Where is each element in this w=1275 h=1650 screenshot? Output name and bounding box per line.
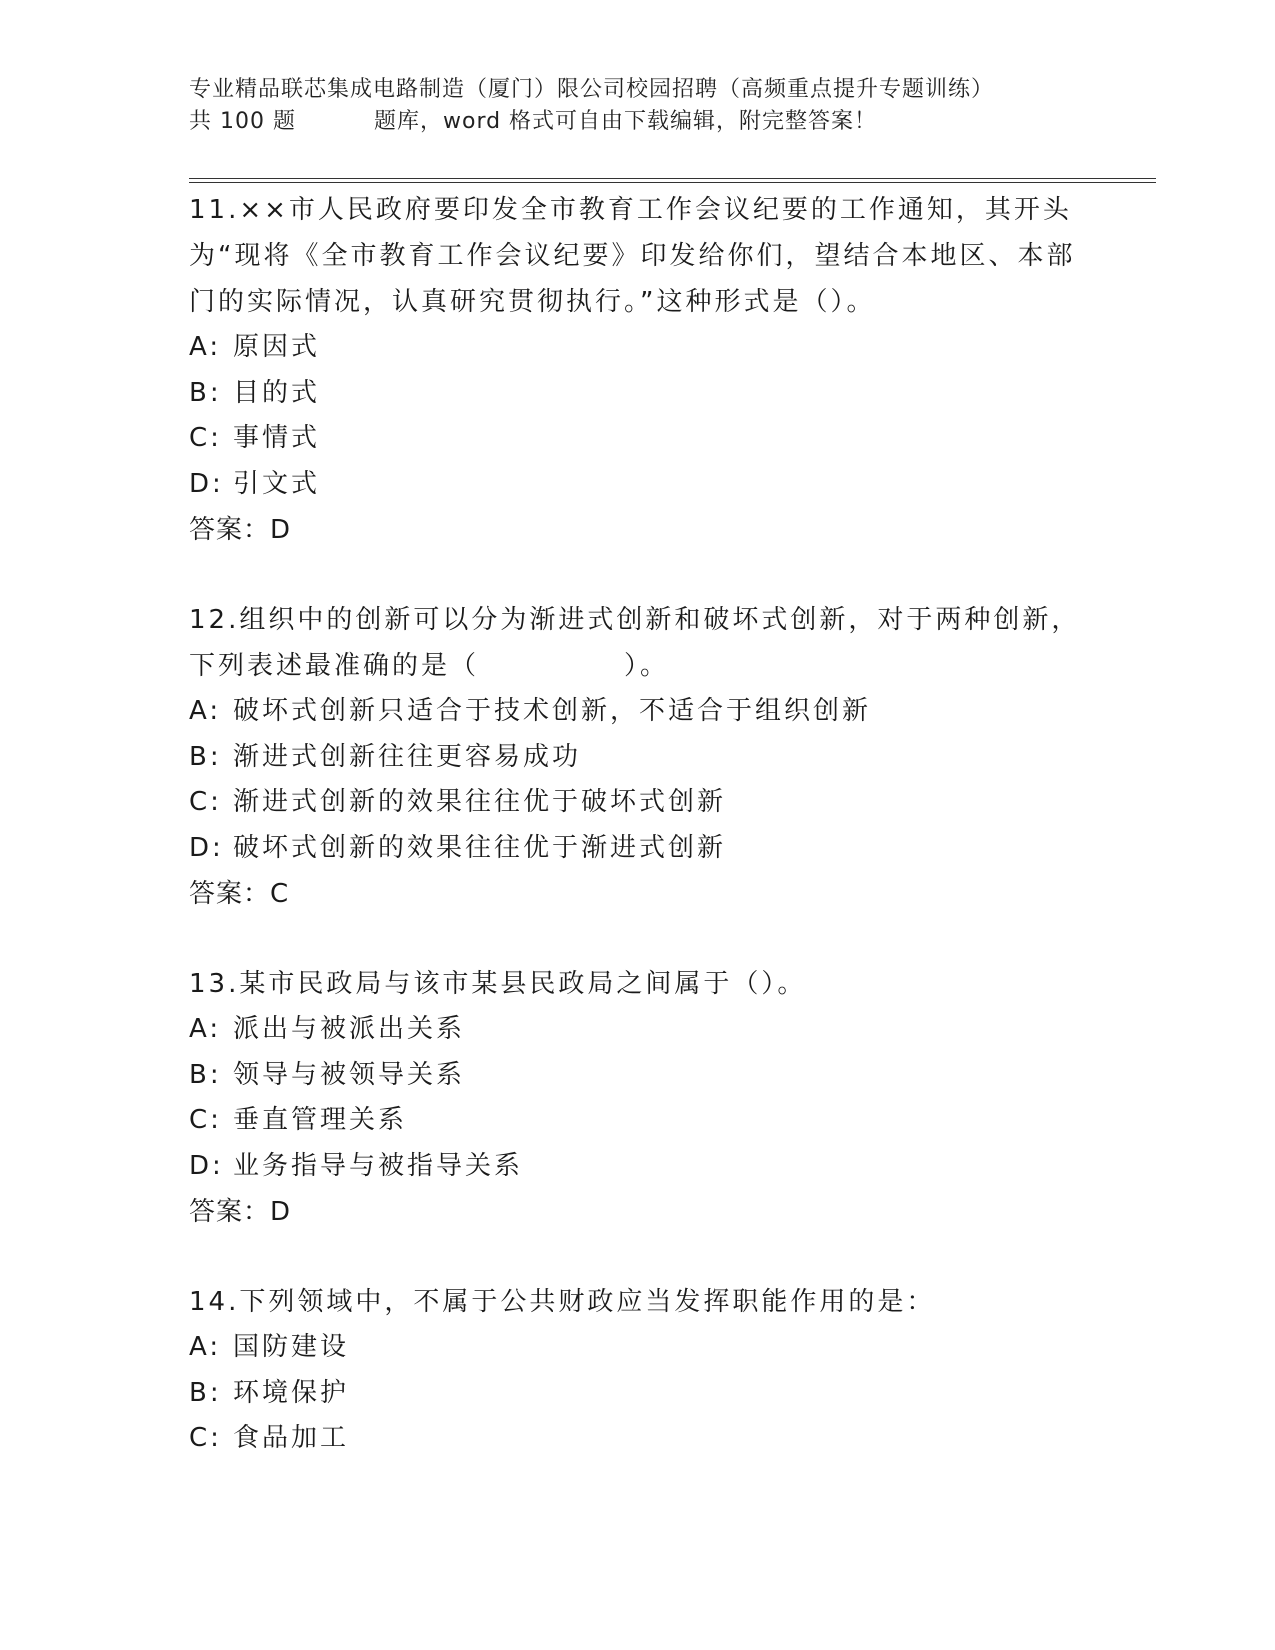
option-text: 原因式 [233,332,321,362]
option-text: 渐进式创新的效果往往优于破坏式创新 [233,787,727,817]
answer-text: 答案：D [189,515,292,545]
option-letter: A: [189,332,222,362]
question-text: 13.某市民政局与该市某县民政局之间属于（）。 [189,969,807,999]
header-description: 题库，word 格式可自由下载编辑，附完整答案！ [373,109,878,134]
option-a [189,1325,1089,1371]
option-letter: D: [189,1150,224,1181]
question-text: 12.组织中的创新可以分为渐进式创新和破坏式创新，对于两种创新，下列表述最准确的是（ ）。 [189,605,1081,681]
question-list [189,187,1089,1506]
option-letter: B: [189,377,222,408]
option-text: 派出与被派出关系 [233,1014,466,1044]
option-b [189,735,1089,781]
option-text: 食品加工 [233,1423,350,1453]
header-question-count: 共 100 题 [189,109,296,134]
option-b [189,371,1089,417]
option-letter: B: [189,741,222,772]
page-header [189,74,1109,138]
option-text: 破坏式创新只适合于技术创新，不适合于组织创新 [233,696,872,726]
question-13 [189,961,1089,1235]
option-c [189,1416,1089,1462]
option-b [189,1371,1089,1417]
header-rule-bottom [189,182,1156,183]
question-14 [189,1279,1089,1462]
option-text: 垂直管理关系 [233,1105,408,1135]
option-text: 引文式 [233,468,321,499]
answer-text: 答案：C [189,879,290,909]
option-letter: A: [189,696,222,726]
option-text: 破坏式创新的效果往往优于渐进式创新 [233,832,727,863]
option-letter: C: [189,423,222,453]
option-c [189,416,1089,462]
option-letter: A: [189,1014,222,1044]
option-d [189,1144,1089,1190]
option-letter: B: [189,1059,222,1090]
question-12 [189,597,1089,917]
option-d [189,462,1089,508]
option-text: 目的式 [233,377,321,408]
header-rule-top [189,178,1156,179]
option-a [189,1007,1089,1053]
option-text: 领导与被领导关系 [233,1059,466,1090]
option-text: 业务指导与被指导关系 [233,1150,524,1181]
answer-text: 答案：D [189,1197,292,1227]
question-text: 14.下列领域中，不属于公共财政应当发挥职能作用的是： [189,1287,936,1317]
header-line-2 [189,106,1109,138]
option-d [189,826,1089,872]
option-b [189,1053,1089,1099]
option-a [189,689,1089,735]
option-letter: C: [189,1105,222,1135]
header-line-1: 专业精品联芯集成电路制造（厦门）限公司校园招聘（高频重点提升专题训练） [189,77,995,102]
option-text: 事情式 [233,423,321,453]
option-letter: D: [189,832,224,863]
option-text: 环境保护 [233,1377,350,1408]
option-c [189,1098,1089,1144]
option-letter: C: [189,1423,222,1453]
question-text: 11.××市人民政府要印发全市教育工作会议纪要的工作通知，其开头为“现将《全市教育工作会议纪要》印发给你们，望结合本地区、本部门的实际情况，认真研究贯彻执行。”这种形式是（）。 [189,195,1076,317]
option-letter: D: [189,468,224,499]
option-letter: C: [189,787,222,817]
option-letter: A: [189,1332,222,1362]
question-11 [189,187,1089,553]
option-text: 国防建设 [233,1332,350,1362]
option-text: 渐进式创新往往更容易成功 [233,741,582,772]
option-c [189,780,1089,826]
option-a [189,325,1089,371]
option-letter: B: [189,1377,222,1408]
